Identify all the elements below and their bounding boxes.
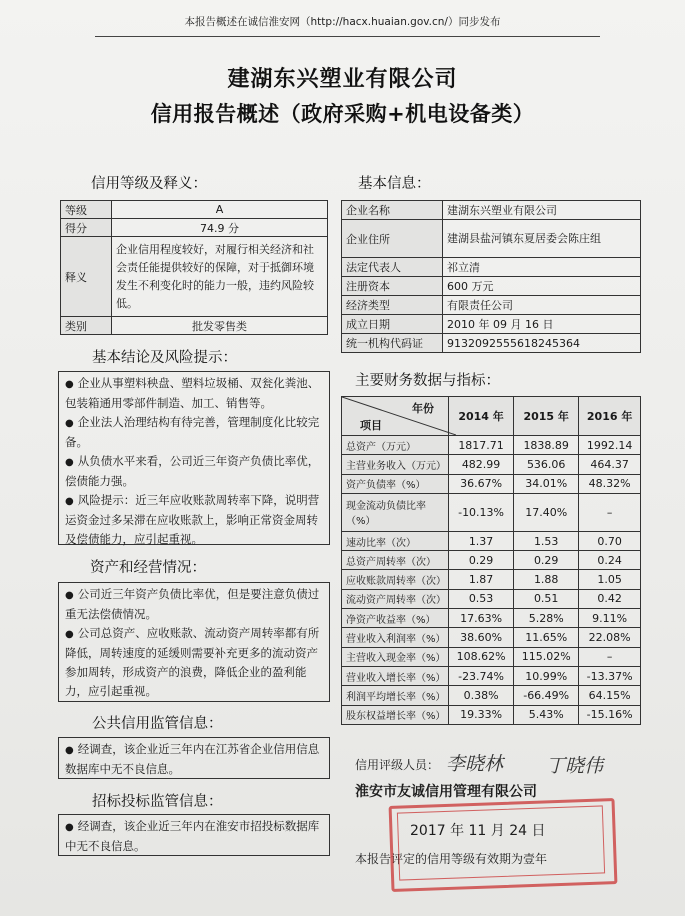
conclusion-item: ● 从负债水平来看，公司近三年资产负债比率优，偿债能力强。 (65, 454, 320, 488)
credit-heading: 信用等级及释义： (91, 176, 207, 192)
category-label: 类别 (61, 317, 112, 335)
finance-value: 1.87 (449, 570, 514, 589)
publish-notice: 本报告概述在诚信淮安网（http://hacx.huaian.gov.cn/）同步发布 (184, 16, 501, 28)
basic-key: 统一机构代码证 (342, 334, 443, 353)
finance-item: 股东权益增长率（%） (342, 705, 449, 724)
conclusion-box (58, 371, 330, 545)
finance-value: 38.60% (449, 628, 514, 647)
basic-key: 企业名称 (342, 201, 443, 220)
bidding-text: 经调查，该企业近三年内在淮安市招投标数据库中无不良信息。 (65, 819, 320, 853)
bidding-box (58, 814, 330, 856)
finance-item: 应收账款周转率（次） (342, 570, 449, 589)
header-rule (95, 36, 600, 37)
finance-item: 营业收入利润率（%） (342, 628, 449, 647)
validity-note: 本报告评定的信用等级有效期为壹年 (355, 852, 548, 866)
finance-corner-header (342, 397, 449, 436)
finance-value: 5.28% (514, 609, 579, 628)
finance-row (342, 455, 641, 474)
finance-item: 流动资产周转率（次） (342, 589, 449, 608)
bullet-icon: ● (65, 379, 74, 390)
finance-value: 0.29 (514, 551, 579, 570)
finance-row (342, 570, 641, 589)
year-label: 年份 (412, 402, 434, 415)
finance-value: 22.08% (579, 628, 641, 647)
finance-row (342, 609, 641, 628)
finance-value: -13.37% (579, 666, 641, 685)
operation-item: ● 公司近三年资产负债比率优，但是要注意负债过重无法偿债情况。 (65, 587, 320, 621)
credit-table (60, 200, 328, 335)
basic-key: 注册资本 (342, 277, 443, 296)
finance-value: 1992.14 (579, 436, 641, 455)
year-header: 2015 年 (514, 397, 579, 436)
bullet-icon: ● (65, 418, 74, 429)
finance-item: 总资产（万元） (342, 436, 449, 455)
finance-row (342, 474, 641, 493)
conclusion-item: ● 风险提示：近三年应收账款周转率下降，说明营运资金过多呆滞在应收账款上，影响正常资金周转及偿债能力，应引起重视。 (65, 493, 320, 546)
finance-value: 1817.71 (449, 436, 514, 455)
finance-value: 1838.89 (514, 436, 579, 455)
finance-value: 9.11% (579, 609, 641, 628)
finance-value: 0.53 (449, 589, 514, 608)
conclusion-item: ● 企业法人治理结构有待完善，管理制度化比较完备。 (65, 415, 320, 449)
finance-value: 17.40% (514, 493, 579, 531)
finance-row (342, 705, 641, 724)
rater-label: 信用评级人员： (355, 758, 440, 772)
finance-value: 19.33% (449, 705, 514, 724)
finance-value: – (579, 493, 641, 531)
finance-value: 1.37 (449, 531, 514, 550)
finance-value: 482.99 (449, 455, 514, 474)
conclusion-heading: 基本结论及风险提示： (92, 350, 237, 366)
finance-row (342, 686, 641, 705)
finance-value: 10.99% (514, 666, 579, 685)
finance-value: 11.65% (514, 628, 579, 647)
finance-value: – (579, 647, 641, 666)
finance-value: 1.88 (514, 570, 579, 589)
finance-value: -66.49% (514, 686, 579, 705)
rater-signature-1: 李晓林 (446, 753, 504, 775)
finance-value: 0.42 (579, 589, 641, 608)
finance-row (342, 436, 641, 455)
finance-value: 115.02% (514, 647, 579, 666)
finance-value: 1.53 (514, 531, 579, 550)
grade-value: A (112, 201, 328, 219)
bullet-icon: ● (65, 745, 74, 756)
basic-value: 祁立清 (443, 258, 641, 277)
finance-value: 17.63% (449, 609, 514, 628)
report-date: 2017 年 11 月 24 日 (410, 823, 546, 839)
explain-value: 企业信用程度较好，对履行相关经济和社会责任能提供较好的保障，对于抵御环境发生不利变化时的能力一般，违约风险较低。 (112, 237, 328, 317)
finance-value: 0.38% (449, 686, 514, 705)
finance-value: -15.16% (579, 705, 641, 724)
basic-table (341, 200, 641, 353)
basic-value: 600 万元 (443, 277, 641, 296)
finance-heading: 主要财务数据与指标： (355, 373, 500, 389)
finance-value: 36.67% (449, 474, 514, 493)
finance-row (342, 628, 641, 647)
basic-value: 建湖县盐河镇东夏居委会陈庄组 (443, 220, 641, 258)
basic-key: 成立日期 (342, 315, 443, 334)
finance-row (342, 666, 641, 685)
basic-key: 企业住所 (342, 220, 443, 258)
finance-item: 主营收入现金率（%） (342, 647, 449, 666)
finance-row (342, 647, 641, 666)
report-subtitle: 信用报告概述（政府采购+机电设备类） (150, 102, 535, 126)
finance-value: 536.06 (514, 455, 579, 474)
finance-item: 总资产周转率（次） (342, 551, 449, 570)
finance-item: 现金流动负债比率（%） (342, 493, 449, 531)
finance-value: 0.29 (449, 551, 514, 570)
public-credit-box (58, 737, 330, 779)
seal-inner-border (397, 805, 605, 880)
basic-key: 法定代表人 (342, 258, 443, 277)
finance-item: 速动比率（次） (342, 531, 449, 550)
conclusion-item: ● 企业从事塑料秧盘、塑料垃圾桶、双瓮化粪池、包装箱通用零部件制造、加工、销售等。 (65, 376, 320, 410)
company-title: 建湖东兴塑业有限公司 (227, 67, 458, 92)
finance-value: 464.37 (579, 455, 641, 474)
rater-signature-2: 丁晓伟 (546, 755, 604, 777)
agency-name: 淮安市友诚信用管理有限公司 (355, 784, 537, 800)
finance-row (342, 531, 641, 550)
basic-value: 2010 年 09 月 16 日 (443, 315, 641, 334)
finance-item: 资产负债率（%） (342, 474, 449, 493)
basic-value: 有限责任公司 (443, 296, 641, 315)
finance-value: 34.01% (514, 474, 579, 493)
item-label: 项目 (360, 419, 382, 432)
operation-box (58, 582, 330, 702)
explain-label: 释义 (61, 237, 112, 317)
grade-label: 等级 (61, 201, 112, 219)
finance-value: 48.32% (579, 474, 641, 493)
finance-row (342, 493, 641, 531)
finance-value: 5.43% (514, 705, 579, 724)
finance-value: 1.05 (579, 570, 641, 589)
public-credit-heading: 公共信用监管信息： (92, 716, 223, 732)
year-header: 2016 年 (579, 397, 641, 436)
finance-value: 0.24 (579, 551, 641, 570)
basic-heading: 基本信息： (358, 176, 431, 192)
finance-value: 0.70 (579, 531, 641, 550)
finance-item: 营业收入增长率（%） (342, 666, 449, 685)
public-credit-text: 经调查，该企业近三年内在江苏省企业信用信息数据库中无不良信息。 (65, 742, 320, 776)
score-value: 74.9 分 (112, 219, 328, 237)
category-value: 批发零售类 (112, 317, 328, 335)
bullet-icon: ● (65, 629, 74, 640)
finance-body (342, 436, 641, 725)
finance-item: 净资产收益率（%） (342, 609, 449, 628)
finance-value: 108.62% (449, 647, 514, 666)
bidding-heading: 招标投标监管信息： (92, 794, 223, 810)
bullet-icon: ● (65, 590, 74, 601)
operation-heading: 资产和经营情况： (90, 560, 206, 576)
finance-row (342, 551, 641, 570)
basic-value: 913209255561824536​4 (443, 334, 641, 353)
basic-key: 经济类型 (342, 296, 443, 315)
finance-value: -23.74% (449, 666, 514, 685)
finance-table (341, 396, 641, 725)
operation-item: ● 公司总资产、应收账款、流动资产周转率都有所降低，周转速度的延缓则需要补充更多的流动资产参加周转，形成资产的浪费，降低企业的盈利能力，应引起重视。 (65, 626, 320, 698)
year-header: 2014 年 (449, 397, 514, 436)
bullet-icon: ● (65, 822, 74, 833)
finance-value: -10.13% (449, 493, 514, 531)
finance-item: 利润平均增长率（%） (342, 686, 449, 705)
bullet-icon: ● (65, 496, 74, 507)
finance-value: 64.15% (579, 686, 641, 705)
finance-row (342, 589, 641, 608)
bullet-icon: ● (65, 457, 74, 468)
score-label: 得分 (61, 219, 112, 237)
finance-value: 0.51 (514, 589, 579, 608)
finance-item: 主营业务收入（万元） (342, 455, 449, 474)
basic-value: 建湖东兴塑业有限公司 (443, 201, 641, 220)
